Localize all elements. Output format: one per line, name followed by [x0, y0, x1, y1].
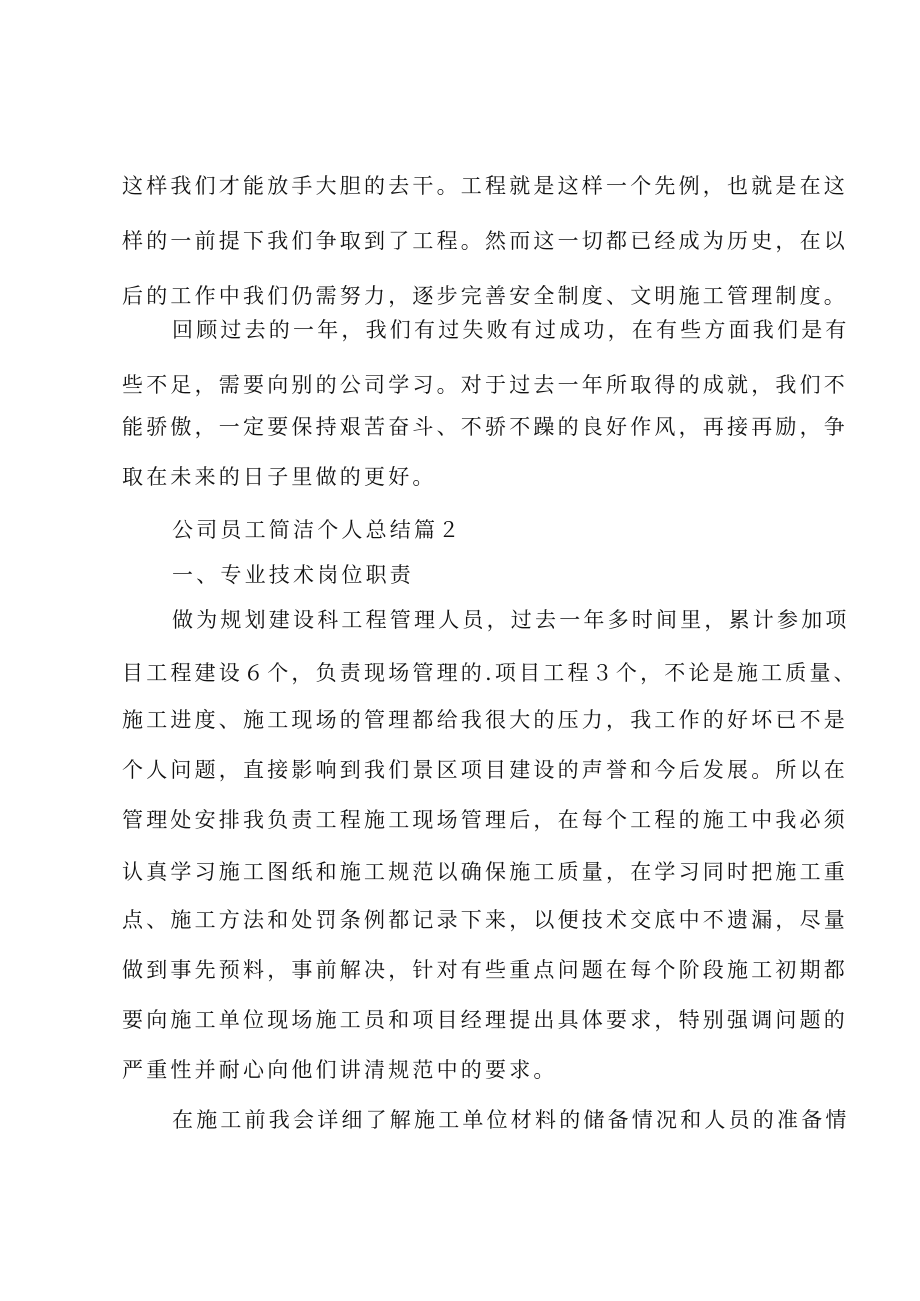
text-line: 严重性并耐心向他们讲清规范中的要求。: [122, 1058, 558, 1082]
text-line: 做到事先预料，事前解决，针对有些重点问题在每个阶段施工初期都: [122, 958, 848, 982]
text-line: 认真学习施工图纸和施工规范以确保施工质量，在学习同时把施工重: [122, 860, 848, 884]
text-line: 管理处安排我负责工程施工现场管理后，在每个工程的施工中我必须: [122, 808, 848, 832]
paragraph-first-line: 回顾过去的一年，我们有过失败有过成功，在有些方面我们是有: [172, 318, 850, 342]
section-heading: 一、专业技术岗位职责: [172, 563, 414, 587]
paragraph-first-line: 做为规划建设科工程管理人员，过去一年多时间里，累计参加项: [172, 608, 850, 632]
section-title: 公司员工简洁个人总结篇２: [172, 518, 463, 542]
text-line: 取在未来的日子里做的更好。: [122, 465, 437, 489]
text-line: 个人问题，直接影响到我们景区项目建设的声誉和今后发展。所以在: [122, 758, 848, 782]
text-line: 施工进度、施工现场的管理都给我很大的压力，我工作的好坏已不是: [122, 708, 848, 732]
text-line: 样的一前提下我们争取到了工程。然而这一切都已经成为历史，在以: [122, 229, 848, 253]
text-line: 点、施工方法和处罚条例都记录下来，以便技术交底中不遗漏，尽量: [122, 908, 848, 932]
text-line: 些不足，需要向别的公司学习。对于过去一年所取得的成就，我们不: [122, 373, 848, 397]
text-line: 这样我们才能放手大胆的去干。工程就是这样一个先例，也就是在这: [122, 174, 848, 198]
paragraph-first-line: 在施工前我会详细了解施工单位材料的储备情况和人员的准备情: [172, 1108, 850, 1132]
text-line: 要向施工单位现场施工员和项目经理提出具体要求，特别强调问题的: [122, 1008, 848, 1032]
text-line: 目工程建设６个，负责现场管理的.项目工程３个，不论是施工质量、: [122, 661, 858, 685]
text-line: 后的工作中我们仍需努力，逐步完善安全制度、文明施工管理制度。: [122, 284, 848, 308]
text-line: 能骄傲，一定要保持艰苦奋斗、不骄不躁的良好作风，再接再励，争: [122, 415, 848, 439]
